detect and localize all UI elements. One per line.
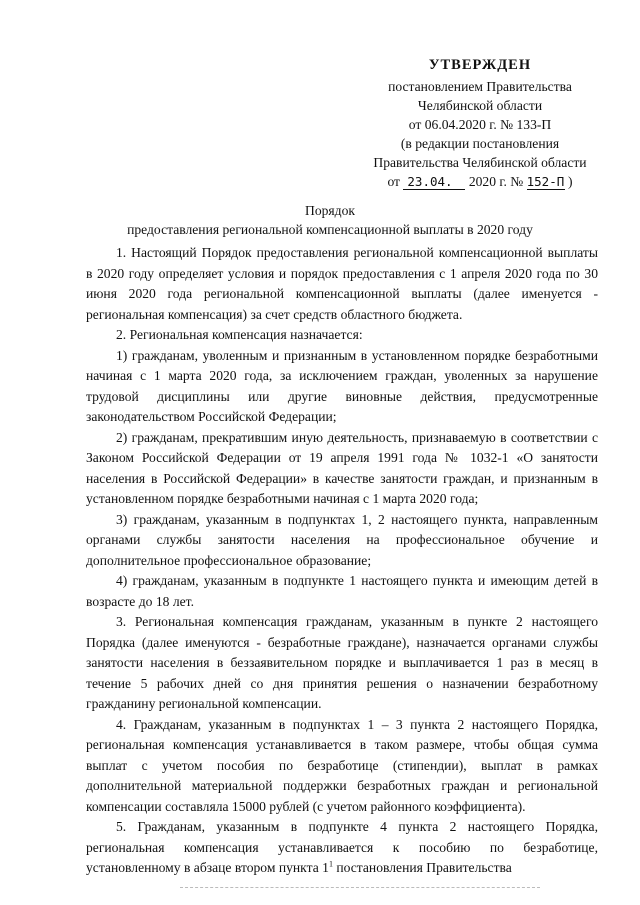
prefix-from: от <box>387 174 400 189</box>
handwritten-date: 23.04. <box>403 174 465 190</box>
paragraph: 3) гражданам, указанным в подпунктах 1, 2 настоящего пункта, направленным органами службы занятости населения на профессиональное обучение и дополнительное профессиональное образование; <box>86 511 598 568</box>
year-text: 2020 г. № <box>468 174 524 189</box>
document-body <box>86 243 598 879</box>
paragraph: 3. Региональная компенсация гражданам, указанным в пункте 2 настоящего Порядка (далее именуются - безработные граждане), назначается органами службы занятости населения в беззаявительном порядке и выплачивается 1 раз в месяц в течение 5 рабочих дней со дня принятия решения о назначении безработному гражданину региональной компенсации. <box>86 614 598 711</box>
approval-stamp <box>350 56 610 191</box>
paragraph-last <box>86 817 598 879</box>
approval-line-4: (в редакции постановления <box>400 136 560 151</box>
approval-line-1: постановлением Правительства <box>388 79 572 94</box>
last-paragraph-tail: постановления Правительства <box>332 860 512 875</box>
approval-line-5: Правительства Челябинской области <box>373 155 587 170</box>
approval-title: УТВЕРЖДЕН <box>428 57 532 73</box>
approval-amendment-line <box>350 172 610 191</box>
paragraph: 1. Настоящий Порядок предоставления региональной компенсационной выплаты в 2020 году определяет условия и порядок предоставления с 1 апреля 2020 года по 30 июня 2020 года региональной компенсационной выплаты (далее именуется - региональная компенсация) за счет средств областного бюджета. <box>86 245 598 322</box>
paragraph: 1) гражданам, уволенным и признанным в установленном порядке безработными начиная с 1 марта 2020 года, за исключением граждан, уволенных за нарушение трудовой дисциплины или другие виновные действия, предусмотренные законодательством Российской Федерации; <box>86 347 598 424</box>
paragraph: 2. Региональная компенсация назначается: <box>116 327 363 342</box>
document-title: Порядок <box>305 203 355 218</box>
paragraph: 4) гражданам, указанным в подпункте 1 настоящего пункта и имеющим детей в возрасте до 18 лет. <box>86 573 598 609</box>
scan-artifact-line <box>180 887 540 889</box>
document-heading <box>70 201 590 239</box>
paragraph: 2) гражданам, прекратившим иную деятельность, признаваемую в соответствии с Законом Российской Федерации от 19 апреля 1991 года № 1032-1 «О занятости населения в Российской Федерации» в качестве занятости граждан, и признанным в установленном порядке безработными начиная с 1 марта 2020 года; <box>86 429 598 506</box>
footnote-marker: 1 <box>328 859 333 869</box>
approval-line-3: от 06.04.2020 г. № 133-П <box>408 117 552 132</box>
last-paragraph-text: 5. Гражданам, указанным в подпункте 4 пункта 2 настоящего Порядка, региональная компенсация устанавливается к пособию по безработице, установленному в абзаце втором пункта 1 <box>86 819 598 875</box>
document-subtitle: предоставления региональной компенсационной выплаты в 2020 году <box>127 222 533 237</box>
closing-paren: ) <box>568 174 573 189</box>
approval-line-2: Челябинской области <box>417 98 543 113</box>
handwritten-number: 152-П <box>526 174 565 189</box>
paragraph: 4. Гражданам, указанным в подпунктах 1 – 3 пункта 2 настоящего Порядка, региональная компенсация устанавливается в таком размере, чтобы общая сумма выплат с учетом пособия по безработице (стипендии), выплат в рамках дополнительной материальной поддержки безработных граждан и региональной компенсации составляла 15000 рублей (с учетом районного коэффициента). <box>86 716 598 814</box>
